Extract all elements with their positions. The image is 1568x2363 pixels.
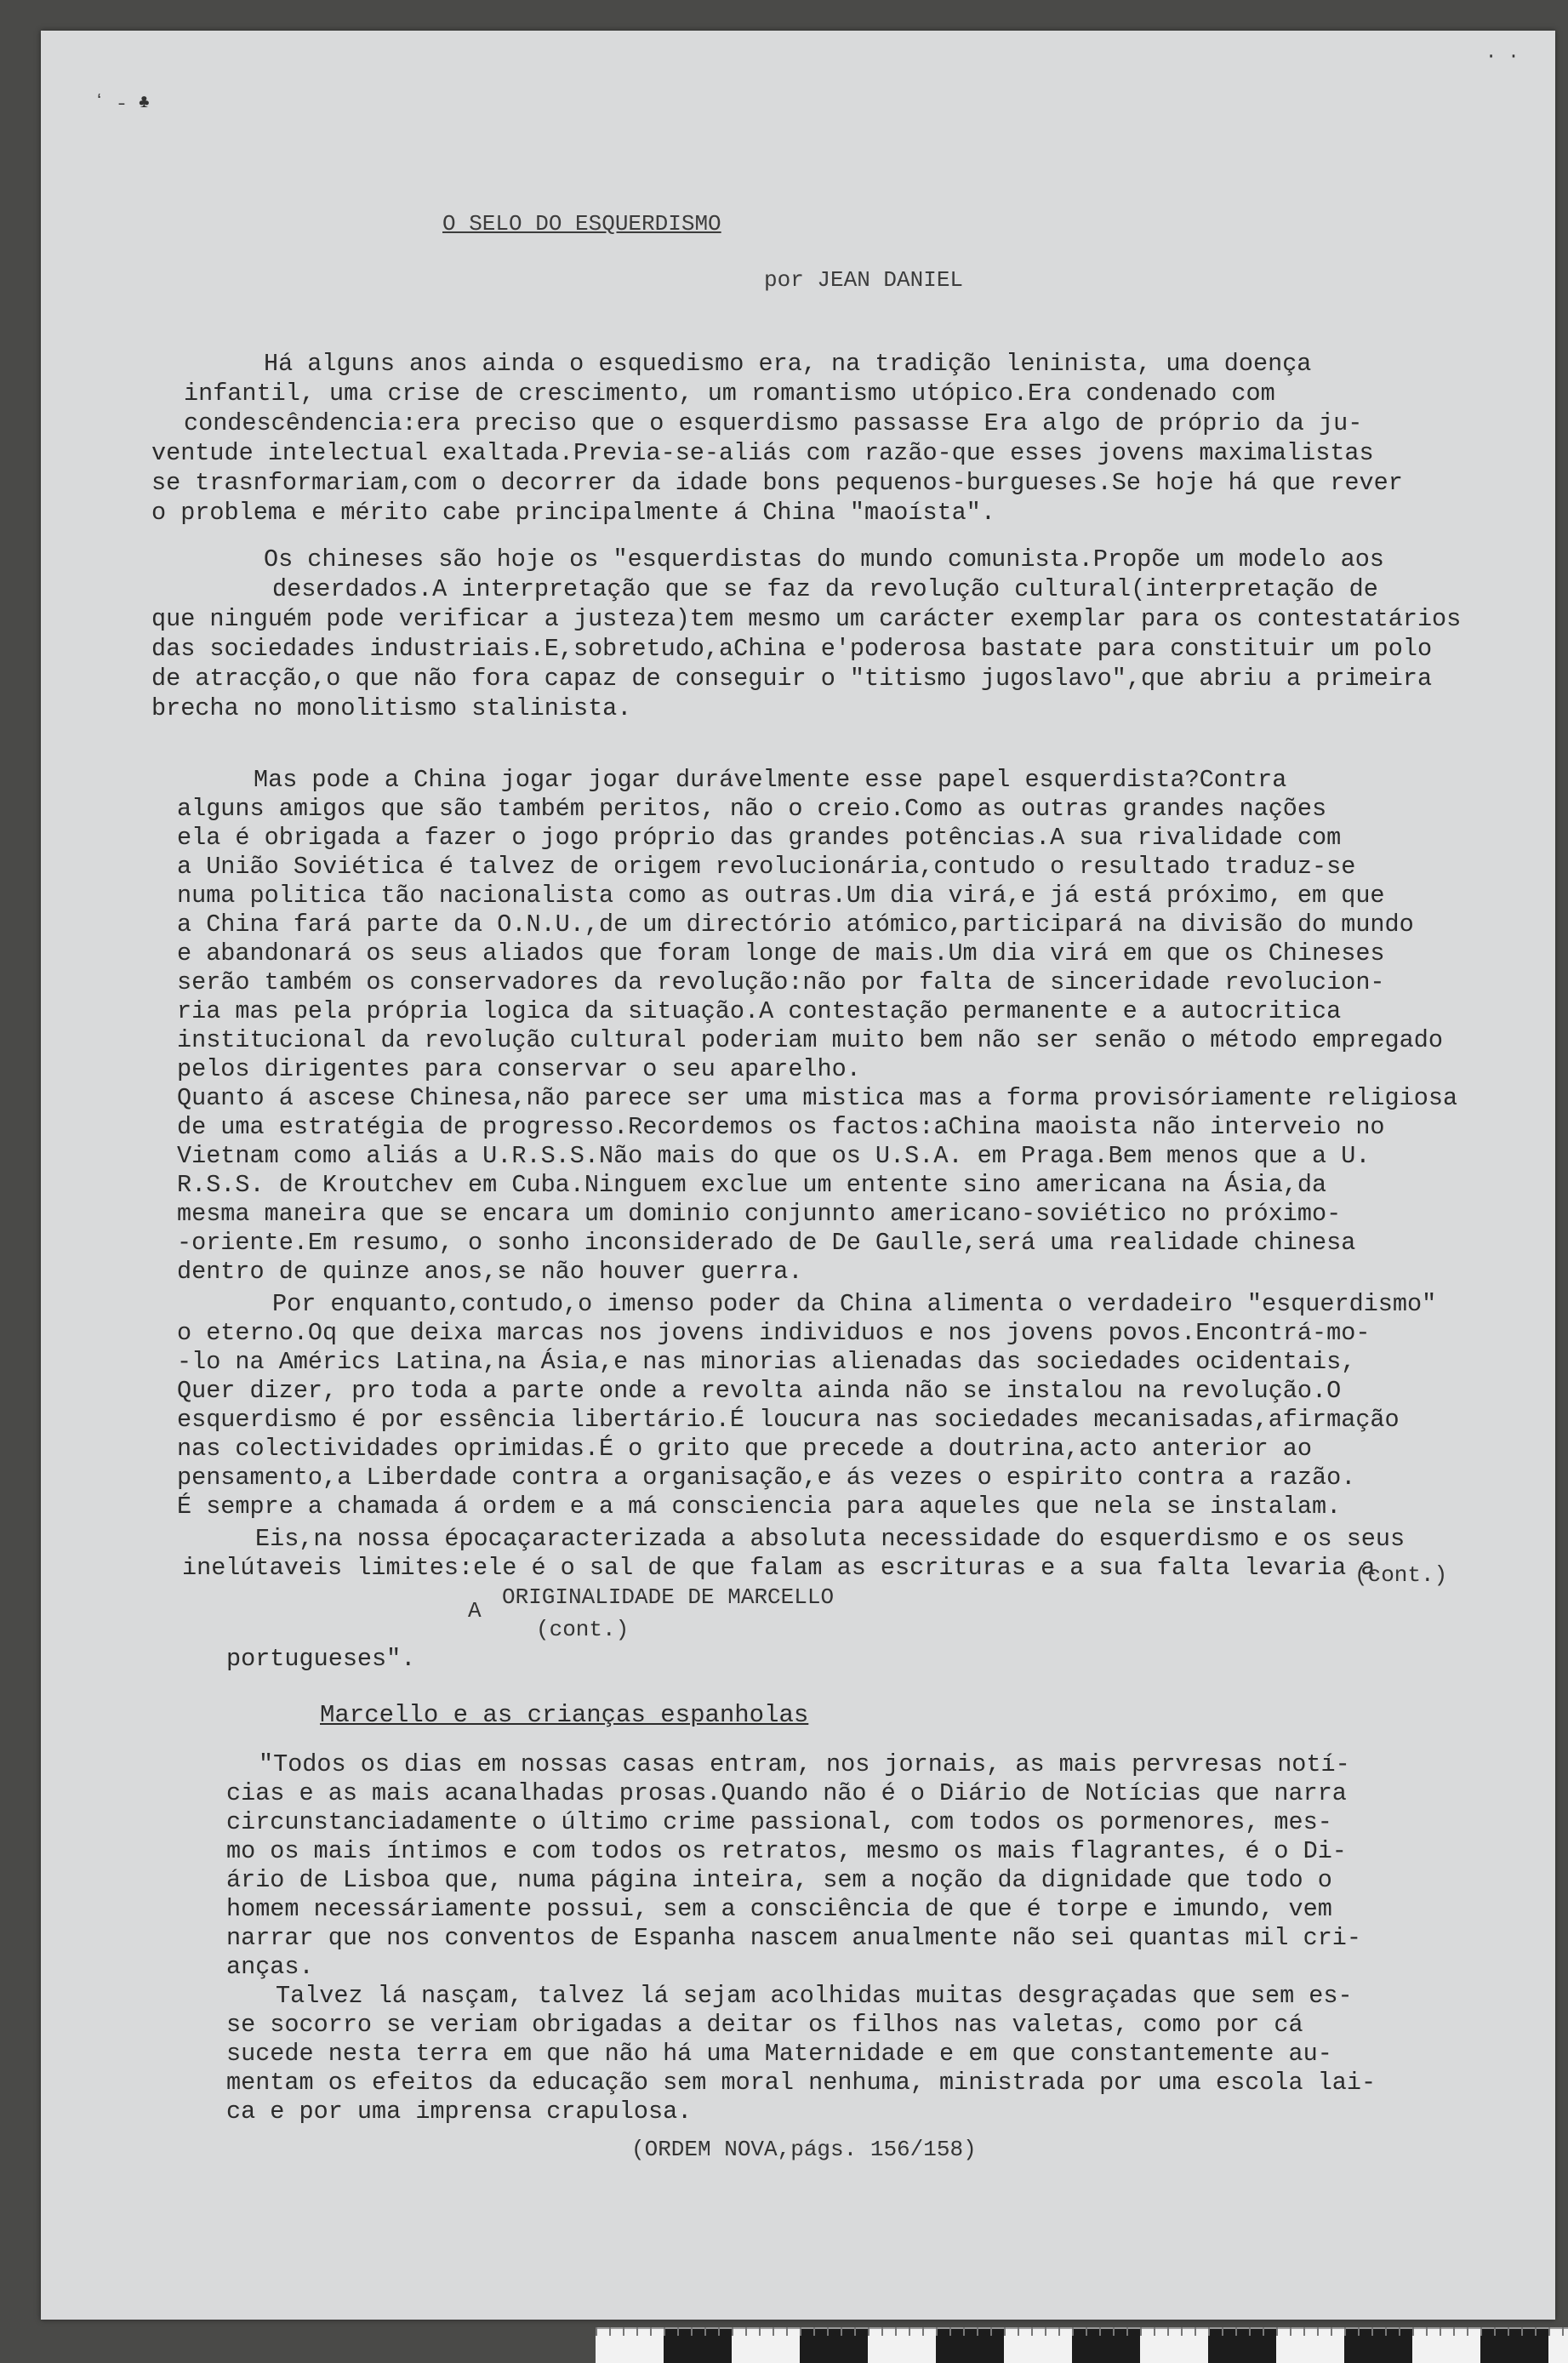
text-line: ria mas pela própria logica da situação.A contestação permanente e a autocritica	[177, 997, 1342, 1025]
text-line: mesma maneira que se encara um dominio conjunnto americano-soviético no próximo-	[177, 1200, 1342, 1228]
text-line: cias e as mais acanalhadas prosas.Quando não é o Diário de Notícias que narra	[226, 1779, 1347, 1807]
text-line: Vietnam como aliás a U.R.S.S.Não mais do que os U.S.A. em Praga.Bem menos que a U.	[177, 1142, 1371, 1170]
section-heading: ORIGINALIDADE DE MARCELLO	[502, 1584, 835, 1610]
text-line: Quer dizer, pro toda a parte onde a revolta ainda não se instalou na revolução.O	[177, 1377, 1342, 1405]
text-line: pelos dirigentes para conservar o seu aparelho.	[177, 1055, 861, 1083]
text-line: circunstanciadamente o último crime passional, com todos os pormenores, mes-	[226, 1808, 1332, 1836]
text-line: ventude intelectual exaltada.Previa-se-aliás com razão-que esses jovens maximalistas	[151, 439, 1374, 467]
text-line: numa politica tão nacionalista como as outras.Um dia virá,e já está próximo, em que	[177, 882, 1385, 910]
text-line: esquerdismo é por essência libertário.É loucura nas sociedades mecanisadas,afirmação	[177, 1406, 1400, 1434]
text-line: serão também os conservadores da revolução:não por falta de sinceridade revolucion-	[177, 968, 1385, 996]
text-line: sucede nesta terra em que não há uma Maternidade e em que constantemente au-	[226, 2040, 1332, 2068]
heading-letter: A	[468, 1598, 482, 1624]
text-line: Talvez lá nasçam, talvez lá sejam acolhidas muitas desgraçadas que sem es-	[276, 1982, 1353, 2010]
text-line: homem necessáriamente possui, sem a consciência de que é torpe e imundo, vem	[226, 1895, 1332, 1923]
text-line: Mas pode a China jogar jogar durávelmente esse papel esquerdista?Contra	[254, 766, 1287, 794]
text-line: alguns amigos que são também peritos, não o creio.Como as outras grandes nações	[177, 795, 1327, 823]
text-line: de atracção,o que não fora capaz de conseguir o "titismo jugoslavo",que abriu a primeira	[151, 665, 1433, 693]
text-line: ca e por uma imprensa crapulosa.	[226, 2098, 693, 2126]
continued-note: (cont.)	[536, 1617, 630, 1642]
scale-ruler-ticks	[596, 2327, 1568, 2336]
text-line: deserdados.A interpretação que se faz da revolução cultural(interpretação de	[272, 575, 1378, 603]
text-line: -lo na Américs Latina,na Ásia,e nas minorias alienadas das sociedades ocidentais,	[177, 1348, 1356, 1376]
author-byline: por JEAN DANIEL	[764, 267, 964, 293]
text-line: inelútaveis limites:ele é o sal de que falam as escrituras e a sua falta levaria a	[182, 1554, 1376, 1582]
text-line: infantil, uma crise de crescimento, um romantismo utópico.Era condenado com	[184, 380, 1275, 408]
text-line: anças.	[226, 1953, 314, 1981]
corner-mark: · ·	[1485, 46, 1520, 67]
text-line: mentam os efeitos da educação sem moral nenhuma, ministrada por uma escola lai-	[226, 2069, 1377, 2097]
text-line: que ninguém pode verificar a justeza)tem mesmo um carácter exemplar para os contestatários	[151, 605, 1462, 633]
text-line: brecha no monolitismo stalinista.	[151, 694, 632, 722]
text-line: a União Soviética é talvez de origem revolucionária,contudo o resultado traduz-se	[177, 853, 1356, 881]
article-title: O SELO DO ESQUERDISMO	[442, 211, 721, 237]
text-line: ela é obrigada a fazer o jogo próprio das grandes potências.A sua rivalidade com	[177, 824, 1342, 852]
text-line: institucional da revolução cultural poderiam muito bem não ser senão o método empregado	[177, 1026, 1443, 1054]
text-line: -oriente.Em resumo, o sonho inconsiderado de De Gaulle,será uma realidade chinesa	[177, 1229, 1356, 1257]
text-line: pensamento,a Liberdade contra a organisação,e ás vezes o espirito contra a razão.	[177, 1464, 1356, 1492]
text-line: de uma estratégia de progresso.Recordemos os factos:aChina maoista não interveio no	[177, 1113, 1385, 1141]
text-line: portugueses".	[226, 1645, 416, 1673]
text-line: se trasnformariam,com o decorrer da idade bons pequenos-burgueses.Se hoje há que rever	[151, 469, 1403, 497]
text-line: É sempre a chamada á ordem e a má consciencia para aqueles que nela se instalam.	[177, 1493, 1342, 1521]
text-line: e abandonará os seus aliados que foram longe de mais.Um dia virá em que os Chineses	[177, 939, 1385, 967]
text-line: Por enquanto,contudo,o imenso poder da China alimenta o verdadeiro "esquerdismo"	[272, 1290, 1437, 1318]
text-line: Os chineses são hoje os "esquerdistas do mundo comunista.Propõe um modelo aos	[264, 545, 1384, 574]
text-line: nas colectividades oprimidas.É o grito que precede a doutrina,acto anterior ao	[177, 1435, 1313, 1463]
text-line: narrar que nos conventos de Espanha nascem anualmente não sei quantas mil cri-	[226, 1924, 1362, 1952]
text-line: condescêndencia:era preciso que o esquerdismo passasse Era algo de próprio da ju-	[184, 409, 1363, 437]
subheading: Marcello e as crianças espanholas	[320, 1701, 809, 1729]
text-line: "Todos os dias em nossas casas entram, nos jornais, as mais pervresas notí-	[259, 1750, 1350, 1778]
text-line: Eis,na nossa épocaçaracterizada a absoluta necessidade do esquerdismo e os seus	[255, 1525, 1405, 1553]
text-line: o problema e mérito cabe principalmente á China "maoísta".	[151, 499, 995, 527]
text-line: se socorro se veriam obrigadas a deitar os filhos nas valetas, como por cá	[226, 2011, 1303, 2039]
text-line: R.S.S. de Kroutchev em Cuba.Ninguem exclue um entente sino americana na Ásia,da	[177, 1171, 1327, 1199]
text-line: mo os mais íntimos e com todos os retratos, mesmo os mais flagrantes, é o Di-	[226, 1837, 1347, 1865]
source-citation: (ORDEM NOVA,págs. 156/158)	[631, 2137, 977, 2162]
text-line: Quanto á ascese Chinesa,não parece ser uma mistica mas a forma provisóriamente religiosa	[177, 1084, 1458, 1112]
continued-note: (cont.)	[1354, 1562, 1448, 1588]
text-line: o eterno.Oq que deixa marcas nos jovens individuos e nos jovens povos.Encontrá-mo-	[177, 1319, 1371, 1347]
text-line: dentro de quinze anos,se não houver guerra.	[177, 1258, 803, 1286]
text-line: ário de Lisboa que, numa página inteira, sem a noção da dignidade que todo o	[226, 1866, 1332, 1894]
text-line: a China fará parte da O.N.U.,de um directório atómico,participará na divisão do mundo	[177, 910, 1414, 939]
document-page	[41, 31, 1555, 2320]
text-line: Há alguns anos ainda o esquedismo era, na tradição leninista, uma doença	[264, 350, 1312, 378]
text-line: das sociedades industriais.E,sobretudo,aChina e'poderosa bastate para constituir um polo	[151, 635, 1433, 663]
corner-mark: ʻ ˗ ♣	[94, 92, 151, 113]
